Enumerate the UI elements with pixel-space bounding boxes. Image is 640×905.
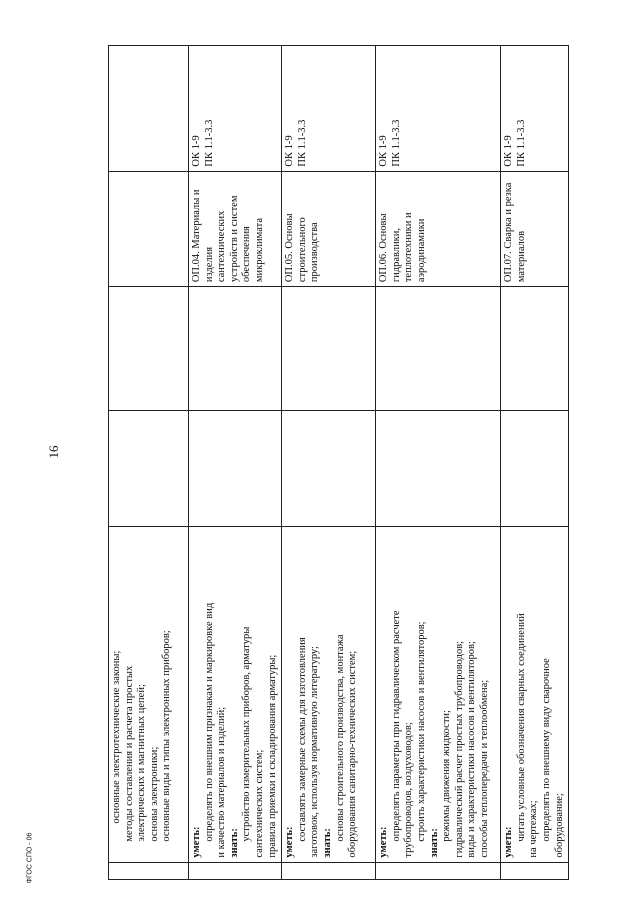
content-line: оборудования санитарно-технических систем; (347, 650, 359, 858)
content-line: знать: (228, 828, 240, 858)
competences-cell: ОК 1-9 ПК 1.1-3.3 (282, 46, 376, 172)
empty-cell-a (189, 411, 282, 527)
page-number: 16 (46, 445, 61, 459)
empty-cell-b (282, 287, 376, 411)
content-line: основные электротехнические законы; (111, 650, 122, 824)
content-line: строить характеристики насосов и вентиляторов; (415, 621, 427, 842)
empty-cell (501, 862, 569, 879)
content-line: определять параметры при гидравлическом расчете (390, 610, 402, 842)
table-row (189, 46, 282, 880)
empty-cell-b (501, 287, 569, 411)
content-line: оборудование; (553, 793, 565, 858)
discipline-cell: ОП.04. Материалы и изделия сантехнических устройств и систем обеспечения микроклимата (189, 171, 282, 287)
content-line: определять по внешнему виду сварочное (540, 658, 552, 842)
content-line: сантехнических систем; (253, 749, 265, 858)
content-line: уметь: (191, 826, 202, 858)
competences-cell (109, 46, 189, 172)
empty-cell-b (376, 287, 501, 411)
empty-cell-b (189, 287, 282, 411)
rotated-table-wrapper (108, 45, 565, 880)
content-line: электрических и магнитных цепей; (136, 684, 148, 842)
empty-cell-a (109, 411, 189, 527)
competences-cell: ОК 1-9 ПК 1.1-3.3 (376, 46, 501, 172)
content-line: основы электроники; (148, 746, 160, 842)
content-cell (282, 527, 376, 863)
table-row (376, 46, 501, 880)
content-line: трубопроводов, воздуховодов; (403, 722, 415, 858)
content-line: и качество материалов и изделий; (216, 706, 228, 858)
discipline-cell (109, 171, 189, 287)
content-line: определять по внешним признакам и маркировке вид (203, 602, 215, 842)
content-line: на чертежах; (528, 800, 540, 858)
empty-cell-a (376, 411, 501, 527)
empty-cell-a (282, 411, 376, 527)
content-line: методы составления и расчета простых (123, 665, 135, 842)
table-row (282, 46, 376, 880)
content-line: устройство измерительных приборов, арматуры (241, 626, 253, 842)
content-line: способы теплопередачи и теплообмена; (478, 679, 490, 858)
content-line: гидравлический расчет простых трубопроводов; (453, 640, 465, 858)
content-cell (501, 527, 569, 863)
competence-table (108, 45, 569, 880)
content-cell (109, 527, 189, 863)
discipline-cell: ОП.07. Сварка и резка материалов (501, 171, 569, 287)
discipline-cell: ОП.06. Основы гидравлики, теплотехники и аэродинамики (376, 171, 501, 287)
footer-text: ФГОС СПО - 06 (26, 832, 34, 884)
content-line: режимы движения жидкости; (441, 710, 453, 842)
content-line: основы строительного производства, монтажа (334, 634, 346, 842)
content-cell (376, 527, 501, 863)
competences-cell: ОК 1-9 ПК 1.1-3.3 (501, 46, 569, 172)
empty-cell (189, 862, 282, 879)
content-line: виды и характеристики насосов и вентиляторов; (466, 641, 478, 858)
empty-cell (376, 862, 501, 879)
content-line: правила приемки и складирования арматуры; (266, 654, 278, 858)
table-body (109, 46, 569, 880)
content-line: заготовок, используя нормативную литературу; (309, 646, 321, 858)
empty-cell-a (501, 411, 569, 527)
empty-cell (282, 862, 376, 879)
content-line: основные виды и типы электронных приборов; (161, 630, 173, 842)
content-line: читать условные обозначения сварных соединений (515, 613, 527, 842)
content-line: уметь: (284, 826, 296, 858)
content-line: знать: (428, 828, 440, 858)
empty-cell (109, 862, 189, 879)
empty-cell-b (109, 287, 189, 411)
table-row (501, 46, 569, 880)
table-row (109, 46, 189, 880)
content-line: знать: (321, 828, 333, 858)
discipline-cell: ОП.05. Основы строительного производства (282, 171, 376, 287)
competences-cell: ОК 1-9 ПК 1.1-3.3 (189, 46, 282, 172)
content-cell (189, 527, 282, 863)
content-line: составлять замерные схемы для изготовления (296, 637, 308, 842)
content-line: уметь: (503, 826, 515, 858)
content-line: уметь: (378, 826, 390, 858)
